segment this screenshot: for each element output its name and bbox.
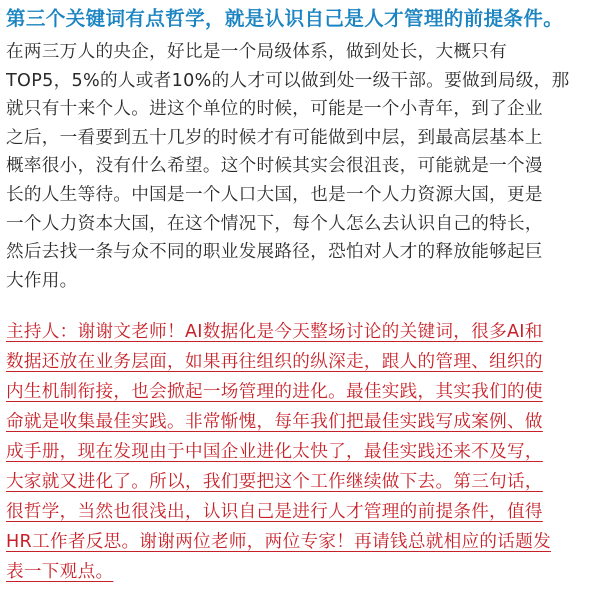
- paragraph-line: 长的人生等待。中国是一个人口大国，也是一个人力资源大国，更是: [6, 184, 543, 205]
- host-line: 数据还放在业务层面，如果再往组织的纵深走，跟人的管理、组织的: [6, 352, 543, 373]
- paragraph-line: 就只有十来个人。进这个单位的时候，可能是一个小青年，到了企业: [6, 99, 543, 120]
- paragraph-line: 大作用。: [6, 270, 78, 291]
- paragraph-line: 概率很小，没有什么希望。这个时候其实会很沮丧，可能就是一个漫: [6, 156, 543, 177]
- paragraph-line: 在两三万人的央企，好比是一个局级体系，做到处长，大概只有: [6, 42, 508, 62]
- host-line: 内生机制衔接，也会掀起一场管理的进化。最佳实践，其实我们的使: [6, 382, 543, 403]
- paragraph-line: 然后去找一条与众不同的职业发展路径，恐怕对人才的释放能够起巨: [6, 242, 543, 263]
- speaker-paragraph: [6, 38, 596, 295]
- paragraph-spacer: [6, 295, 596, 317]
- host-line: HR工作者反思。谢谢两位老师，两位专家！再请钱总就相应的话题发: [6, 532, 551, 553]
- paragraph-line: TOP5，5%的人或者10%的人才可以做到处一级干部。要做到局级，那: [6, 70, 570, 91]
- host-remarks-paragraph: [6, 317, 596, 587]
- paragraph-line: 之后，一看要到五十几岁的时候才有可能做到中层，到最高层基本上: [6, 127, 543, 148]
- paragraph-line: 一个人力资本大国，在这个情况下，每个人怎么去认识自己的特长，: [6, 213, 543, 234]
- host-line: 很哲学，当然也很浅出，认识自己是进行人才管理的前提条件，值得: [6, 502, 543, 523]
- section-heading: 第三个关键词有点哲学，就是认识自己是人才管理的前提条件。: [6, 7, 564, 30]
- host-line: 主持人：谢谢文老师！AI数据化是今天整场讨论的关键词，很多AI和: [6, 322, 543, 343]
- host-line: 大家就又进化了。所以，我们要把这个工作继续做下去。第三句话，: [6, 472, 543, 493]
- host-line: 表一下观点。: [6, 562, 114, 583]
- host-line: 成手册，现在发现由于中国企业进化太快了，最佳实践还来不及写，: [6, 442, 543, 463]
- article-excerpt: [6, 0, 596, 587]
- host-line: 命就是收集最佳实践。非常惭愧，每年我们把最佳实践写成案例、做: [6, 412, 543, 433]
